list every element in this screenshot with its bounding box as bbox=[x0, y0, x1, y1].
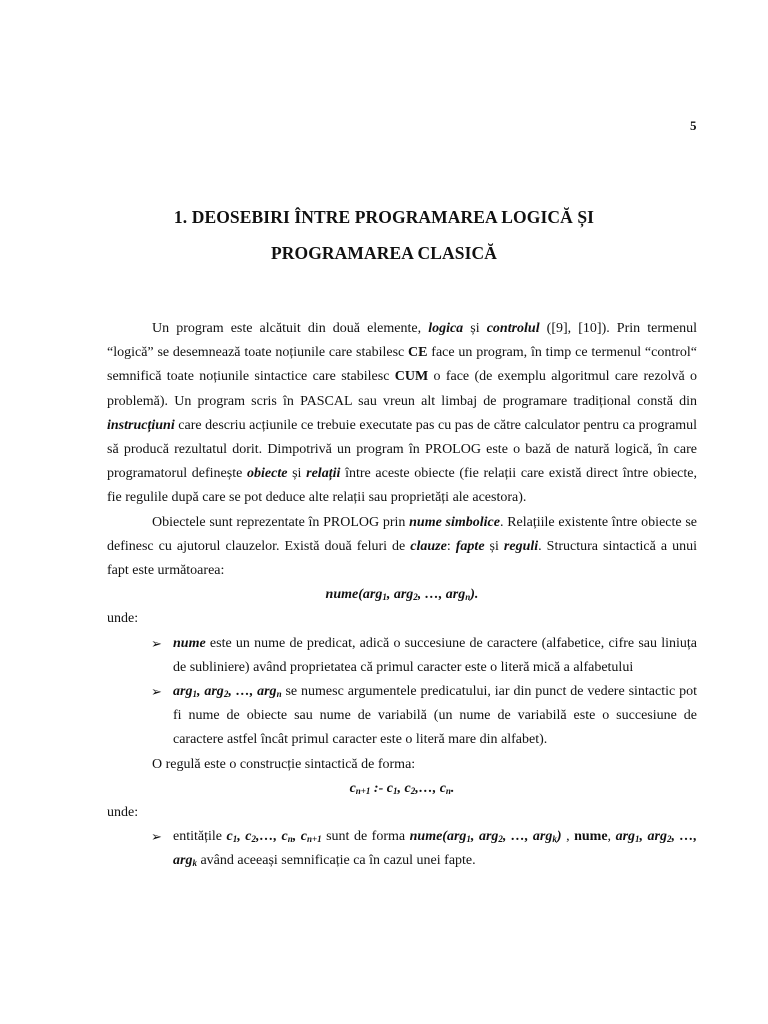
term-obiecte: obiecte bbox=[247, 466, 288, 482]
unde-label-2: unde: bbox=[107, 805, 139, 821]
bullet-item-nume bbox=[107, 632, 697, 680]
formula-part: . bbox=[450, 780, 455, 796]
formula-part: arg bbox=[615, 829, 636, 845]
fact-formula bbox=[107, 583, 697, 607]
subscript: k bbox=[192, 858, 197, 869]
term-clauze: clauze bbox=[410, 538, 447, 554]
formula-part: c bbox=[226, 829, 233, 845]
term-instructiuni: instrucțiuni bbox=[107, 417, 175, 433]
chapter-title-line-1: 1. DEOSEBIRI ÎNTRE PROGRAMAREA LOGICĂ ȘI bbox=[173, 207, 595, 227]
formula-part: , c bbox=[292, 829, 307, 845]
subscript: n bbox=[445, 785, 451, 796]
term-ce: CE bbox=[408, 345, 428, 361]
text-run: , bbox=[561, 829, 575, 845]
formula-part: :- c bbox=[370, 780, 393, 796]
text-run: între aceste obiecte (fie relații care există direct între obiecte, fie regulile după care se pot deduce alte relații sau proprietăți ale acestora). bbox=[107, 466, 697, 506]
subscript: 2 bbox=[410, 785, 416, 796]
term-fapte: fapte bbox=[455, 538, 485, 554]
subscript: 1 bbox=[466, 834, 471, 845]
term-reguli: reguli bbox=[503, 538, 539, 554]
paragraph-2 bbox=[107, 511, 697, 584]
formula-part: , …, arg bbox=[228, 684, 277, 700]
arrow-bullet-icon: ➢ bbox=[151, 829, 162, 845]
formula-part: , arg bbox=[196, 684, 224, 700]
subscript: 1 bbox=[232, 834, 238, 845]
text-run: se numesc argumentele predicatului, iar din punct de vedere sintactic pot fi nume de obiecte sau nume de variabilă (un nume de variabilă este o succesiune de caractere astfel încât primul caracter este o literă mare din alfabet). bbox=[173, 684, 697, 748]
bullet-item-args bbox=[107, 680, 697, 753]
formula-part: ,…, c bbox=[415, 780, 446, 796]
text-run: este un nume de predicat, adică o succesiune de caractere (alfabetice, cifre sau liniuța de subliniere) având proprietatea că primul caracter este o literă mică a alfabetului bbox=[173, 635, 697, 675]
term-nume-simbolice: nume simbolice bbox=[409, 514, 500, 530]
arrow-bullet-icon: ➢ bbox=[151, 635, 162, 651]
term-controlul: controlul bbox=[486, 321, 540, 336]
term-cum: CUM bbox=[394, 369, 429, 385]
text-run: : bbox=[446, 538, 456, 554]
term-relatii: relații bbox=[306, 466, 341, 482]
bullet-item-entitati bbox=[107, 825, 697, 873]
formula-part: , arg bbox=[470, 829, 499, 845]
text-run: ([9], [10]). Prin termenul “logică” se desemnează toate noțiunile care stabilesc bbox=[107, 321, 697, 361]
formula-part: , arg bbox=[386, 587, 414, 603]
formula-part: , c bbox=[397, 780, 411, 796]
text-run: entitățile bbox=[173, 829, 227, 845]
subscript: k bbox=[552, 834, 557, 845]
subscript: 1 bbox=[382, 592, 387, 603]
term-nume: nume bbox=[173, 635, 206, 651]
subscript: 1 bbox=[192, 689, 197, 700]
paragraph-1 bbox=[107, 317, 697, 511]
formula-part: , c bbox=[237, 829, 252, 845]
formula-part: , …, arg bbox=[173, 829, 698, 869]
subscript: 2 bbox=[251, 834, 256, 845]
text-run: și bbox=[463, 321, 487, 336]
subscript: n+1 bbox=[355, 785, 371, 796]
subscript: 2 bbox=[413, 592, 418, 603]
formula-part: , …, arg bbox=[502, 829, 553, 845]
formula-part: , …, arg bbox=[417, 587, 466, 603]
subscript: 1 bbox=[392, 785, 398, 796]
text-run: , bbox=[607, 829, 616, 845]
rule-intro: O regulă este o construcție sintactică de forma: bbox=[152, 756, 416, 772]
text-run: și bbox=[287, 466, 307, 482]
subscript: 1 bbox=[635, 834, 640, 845]
formula-part: , arg bbox=[639, 829, 667, 845]
formula-part: nume(arg bbox=[325, 587, 383, 603]
subscript: n bbox=[287, 834, 293, 845]
page-number: 5 bbox=[690, 118, 697, 133]
formula-part: ,…, c bbox=[255, 829, 288, 845]
text-run: și bbox=[484, 538, 504, 554]
text-run: care descriu acțiunile ce trebuie executate pas cu pas de către calculator pentru ca programul să producă rezultatul dorit. Dimpotrivă un program în PROLOG este o bază de natură logică, în care programatorul definește bbox=[107, 417, 697, 482]
body-text bbox=[107, 317, 697, 874]
subscript: n+1 bbox=[306, 834, 322, 845]
rule-formula bbox=[107, 777, 697, 801]
subscript: 2 bbox=[667, 834, 672, 845]
formula-part: nume(arg bbox=[409, 829, 467, 845]
text-run: . Structura sintactică a unui fapt este următoarea: bbox=[107, 538, 697, 579]
text-run: o face (de exemplu algoritmul care rezolvă o problemă). Un program scris în PASCAL sau vreun alt limbaj de programare tradițional constă din bbox=[107, 369, 697, 409]
term-nume: nume bbox=[574, 829, 608, 845]
formula-part: c bbox=[349, 780, 356, 796]
subscript: n bbox=[276, 689, 282, 700]
text-run: având aceeași semnificație ca în cazul unei fapte. bbox=[196, 853, 476, 869]
formula-part: ) bbox=[556, 829, 562, 845]
formula-part: arg bbox=[173, 684, 193, 700]
arrow-bullet-icon: ➢ bbox=[151, 684, 162, 700]
text-run: face un program, în timp ce termenul “control“ semnifică toate noțiunile sintactice care stabilesc bbox=[107, 345, 697, 385]
text-run: . Relațiile existente între obiecte se definesc cu ajutorul clauzelor. Există două feluri de bbox=[107, 514, 697, 554]
formula-part: ). bbox=[470, 587, 479, 603]
text-run: sunt de forma bbox=[321, 829, 410, 845]
text-run: Obiectele sunt reprezentate în PROLOG prin bbox=[152, 514, 410, 530]
subscript: 2 bbox=[498, 834, 503, 845]
term-logica: logica bbox=[428, 321, 464, 336]
chapter-title-line-2: PROGRAMAREA CLASICĂ bbox=[270, 243, 497, 263]
text-run: Un program este alcătuit din două elemente, bbox=[152, 321, 429, 336]
unde-label-1: unde: bbox=[107, 611, 139, 627]
subscript: n bbox=[465, 592, 471, 603]
subscript: 2 bbox=[223, 689, 229, 700]
